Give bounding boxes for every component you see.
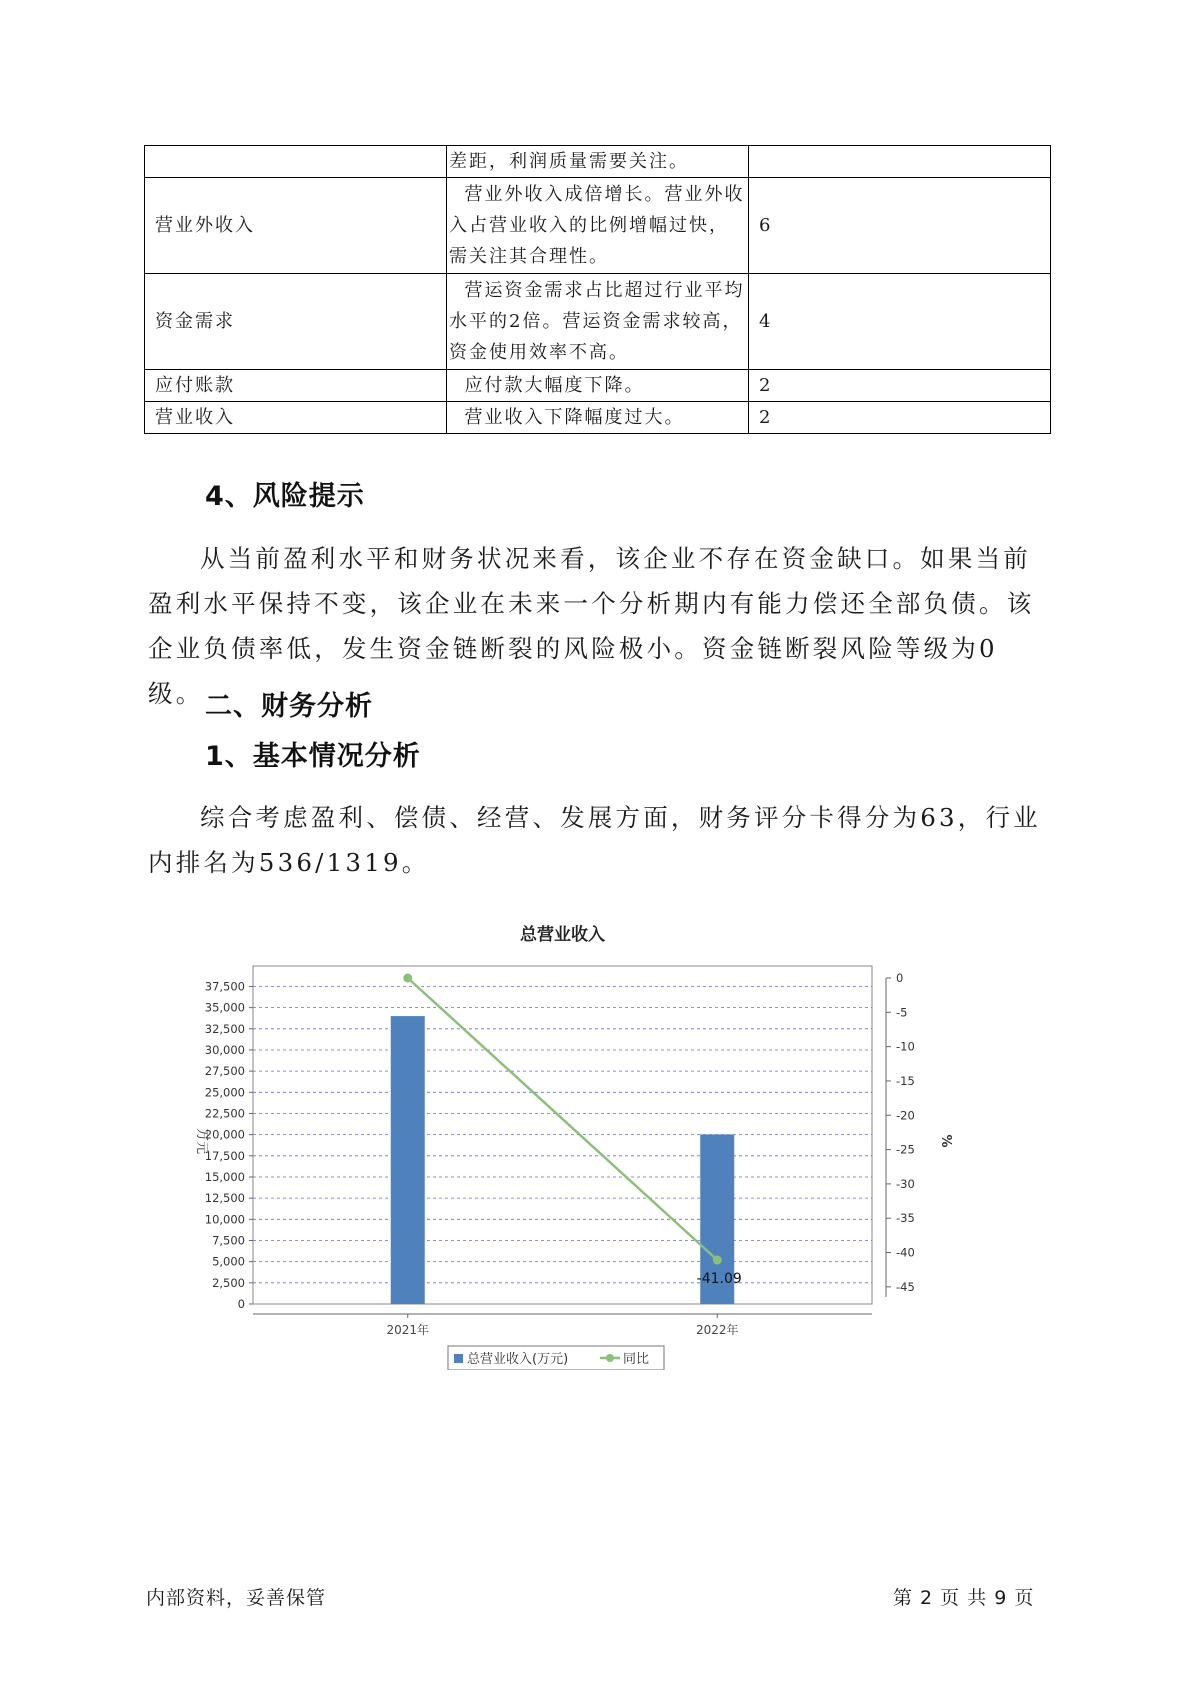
yoy-data-label: -41.09	[696, 1271, 742, 1288]
table-cell-desc: 应付款大幅度下降。	[447, 370, 749, 402]
table-cell-score: 4	[749, 274, 1051, 370]
y2-tick-label: -10	[896, 1039, 915, 1054]
table-cell-score: 2	[749, 402, 1051, 434]
table-row	[145, 178, 1051, 274]
y-tick-label: 0	[237, 1297, 245, 1311]
risk-heading: 4、风险提示	[205, 481, 365, 512]
table-cell-name	[145, 146, 447, 178]
table-row	[145, 370, 1051, 402]
legend-swatch-yoy-point	[606, 1354, 614, 1362]
y-tick-label: 5,000	[212, 1254, 245, 1269]
y2-tick-label: -25	[896, 1142, 915, 1157]
basic-analysis-text: 综合考虑盈利、偿债、经营、发展方面，财务评分卡得分为63，行业内排名为536/1319。	[148, 803, 1041, 877]
y2-tick-label: -45	[896, 1279, 915, 1294]
legend-label-yoy: 同比	[623, 1352, 650, 1367]
y-tick-label: 20,000	[204, 1127, 245, 1142]
table-cell-desc: 营运资金需求占比超过行业平均水平的2倍。营运资金需求较高，资金使用效率不高。	[447, 274, 749, 370]
y-axis-title: 万元	[194, 1127, 209, 1155]
table-cell-name: 营业外收入	[145, 178, 447, 274]
footer-page-number: 第 2 页 共 9 页	[893, 1587, 1035, 1609]
y2-tick-label: -5	[896, 1005, 908, 1020]
y-tick-label: 35,000	[204, 1000, 245, 1015]
y-tick-label: 15,000	[204, 1169, 245, 1184]
revenue-bar	[391, 1016, 425, 1304]
table-cell-name: 营业收入	[145, 402, 447, 434]
y-tick-label: 17,500	[204, 1148, 245, 1163]
legend-swatch-revenue	[454, 1354, 463, 1363]
table-cell-score	[749, 146, 1051, 178]
y-tick-label: 30,000	[204, 1042, 245, 1057]
y2-tick-label: -35	[896, 1211, 915, 1226]
legend-label-revenue: 总营业收入(万元)	[467, 1352, 569, 1367]
risk-paragraph-text: 从当前盈利水平和财务状况来看，该企业不存在资金缺口。如果当前盈利水平保持不变，该企业在未来一个分析期内有能力偿还全部负债。该企业负债率低，发生资金链断裂的风险极小。资金链断裂风险等级为0级。	[148, 544, 1035, 708]
y-tick-label: 37,500	[204, 979, 245, 994]
table-cell-desc: 营业外收入成倍增长。营业外收入占营业收入的比例增幅过快，需关注其合理性。	[447, 178, 749, 274]
chart-title: 总营业收入	[520, 925, 605, 945]
y-tick-label: 2,500	[212, 1275, 245, 1290]
revenue-chart	[170, 910, 1030, 1370]
x-tick-label: 2022年	[695, 1323, 739, 1337]
y-tick-label: 27,500	[204, 1064, 245, 1079]
y-tick-label: 25,000	[204, 1085, 245, 1100]
finance-heading: 二、财务分析	[205, 691, 373, 722]
risk-table	[144, 145, 1051, 434]
y2-tick-label: 0	[896, 971, 904, 985]
y2-tick-label: -20	[896, 1108, 915, 1123]
basic-analysis-paragraph	[148, 795, 1048, 885]
y-tick-label: 10,000	[204, 1212, 245, 1227]
table-cell-name: 应付账款	[145, 370, 447, 402]
footer-confidential: 内部资料，妥善保管	[146, 1587, 327, 1609]
table-cell-score: 6	[749, 178, 1051, 274]
y-tick-label: 12,500	[204, 1191, 245, 1206]
table-cell-name: 资金需求	[145, 274, 447, 370]
basic-analysis-heading: 1、基本情况分析	[205, 741, 421, 772]
table-row	[145, 402, 1051, 434]
x-tick-label: 2021年	[386, 1323, 430, 1337]
table-cell-desc: 差距，利润质量需要关注。	[447, 146, 749, 178]
table-row	[145, 146, 1051, 178]
y2-axis-title: %	[938, 1134, 953, 1148]
table-cell-score: 2	[749, 370, 1051, 402]
y-tick-label: 32,500	[204, 1021, 245, 1036]
y2-tick-label: -40	[896, 1245, 915, 1260]
yoy-point	[713, 1256, 722, 1265]
yoy-point	[403, 974, 412, 983]
revenue-chart-svg	[170, 910, 1030, 1370]
table-row	[145, 274, 1051, 370]
y2-tick-label: -30	[896, 1176, 915, 1191]
y-tick-label: 7,500	[212, 1233, 245, 1248]
y2-tick-label: -15	[896, 1073, 915, 1088]
y-tick-label: 22,500	[204, 1106, 245, 1121]
table-cell-desc: 营业收入下降幅度过大。	[447, 402, 749, 434]
